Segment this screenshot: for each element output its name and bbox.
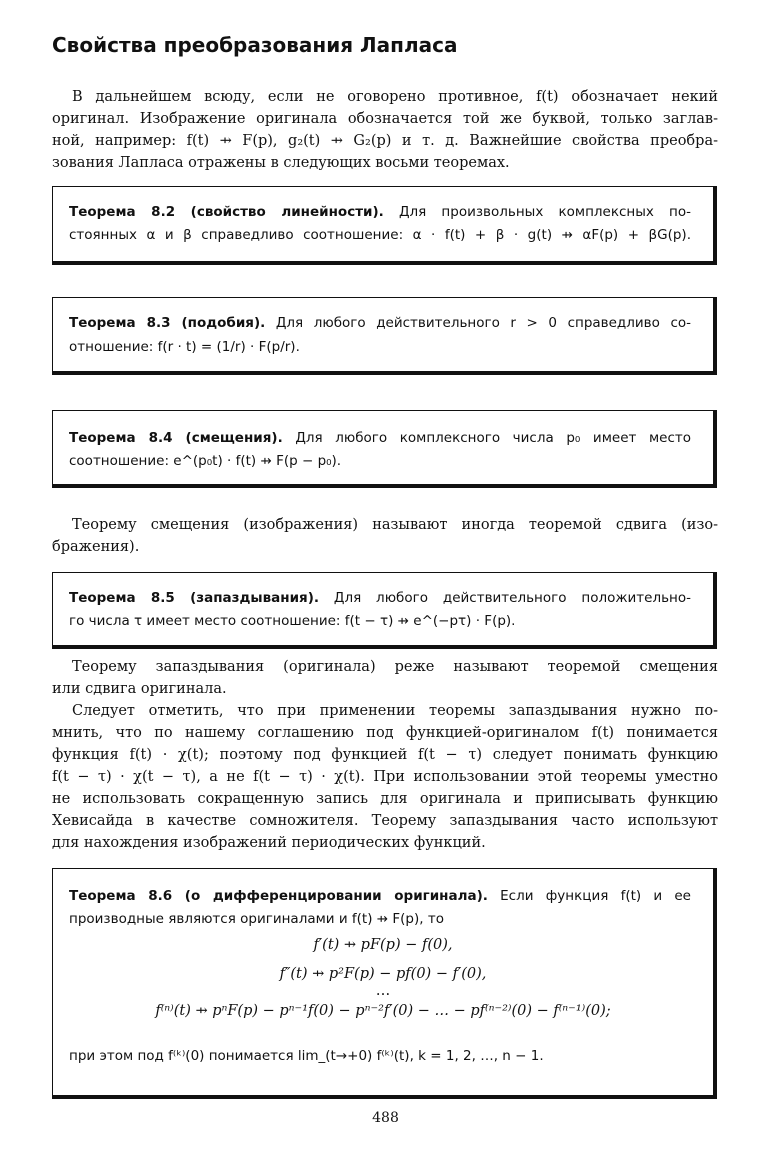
formula-ellipsis: … [375, 983, 391, 999]
intro-line: ной, например: f(t) ⇸ F(p), g₂(t) ⇸ G₂(p) и т. д. Важнейшие свойства преобра- [52, 133, 718, 149]
paragraph-line: для нахождения изображений периодических функций. [52, 835, 486, 851]
theorem-8-2 [52, 186, 717, 265]
theorem-text: стоянных α и β справедливо соотношение: α · f(t) + β · g(t) ⇸ αF(p) + βG(p). [69, 227, 691, 243]
theorem-heading: Теорема 8.3 (подобия). [69, 315, 266, 331]
page-number: 488 [372, 1110, 399, 1126]
theorem-text: при этом под f⁽ᵏ⁾(0) понимается lim_(t→+0) f⁽ᵏ⁾(t), k = 1, 2, …, n − 1. [69, 1048, 544, 1064]
formula: f⁽ⁿ⁾(t) ⇸ pⁿF(p) − pⁿ⁻¹f(0) − pⁿ⁻²f′(0) − … − pf⁽ⁿ⁻²⁾(0) − f⁽ⁿ⁻¹⁾(0); [155, 1003, 611, 1019]
theorem-text: соотношение: e^(p₀t) · f(t) ⇸ F(p − p₀). [69, 453, 342, 469]
theorem-text: производные являются оригиналами и f(t) ⇸ F(p), то [69, 911, 444, 927]
theorem-heading: Теорема 8.4 (смещения). [69, 430, 283, 446]
paragraph-line: мнить, что по нашему соглашению под функцией-оригиналом f(t) понимается [52, 725, 718, 741]
paragraph-line: или сдвига оригинала. [52, 681, 227, 697]
intro-line: оригинал. Изображение оригинала обозначается той же буквой, только заглав- [52, 111, 718, 127]
theorem-text: Для любого комплексного числа p₀ имеет место [295, 430, 691, 446]
paragraph-line: Хевисайда в качестве сомножителя. Теорему запаздывания часто используют [52, 813, 718, 829]
paragraph-line: функция f(t) · χ(t); поэтому под функцией f(t − τ) следует понимать функцию [52, 747, 718, 763]
theorem-text: Для любого действительного r > 0 справедливо со- [275, 315, 691, 331]
paragraph-line: бражения). [52, 539, 140, 555]
theorem-text: го числа τ имеет место соотношение: f(t − τ) ⇸ e^(−pτ) · F(p). [69, 613, 516, 629]
theorem-text: Для произвольных комплексных по- [398, 204, 691, 220]
theorem-heading: Теорема 8.6 (о дифференцировании оригинала). [69, 888, 488, 904]
theorem-text: отношение: f(r · t) = (1/r) · F(p/r). [69, 339, 300, 355]
paragraph-line: Теорему запаздывания (оригинала) реже называют теоремой смещения [72, 659, 718, 675]
theorem-text: Если функция f(t) и ее [500, 888, 691, 904]
theorem-8-4 [52, 410, 717, 488]
paragraph-line: f(t − τ) · χ(t − τ), а не f(t − τ) · χ(t). При использовании этой теоремы уместно [52, 769, 718, 785]
theorem-text: Для любого действительного положительно- [333, 590, 691, 606]
paragraph-line: не использовать сокращенную запись для оригинала и приписывать функцию [52, 791, 718, 807]
section-title: Свойства преобразования Лапласа [52, 33, 458, 57]
theorem-heading: Теорема 8.2 (свойство линейности). [69, 204, 384, 220]
paragraph-line: Теорему смещения (изображения) называют иногда теоремой сдвига (изо- [72, 517, 718, 533]
paragraph-line: Следует отметить, что при применении теоремы запаздывания нужно по- [72, 703, 718, 719]
formula: f″(t) ⇸ p²F(p) − pf(0) − f′(0), [279, 966, 487, 982]
intro-line: зования Лапласа отражены в следующих восьми теоремах. [52, 155, 510, 171]
theorem-heading: Теорема 8.5 (запаздывания). [69, 590, 320, 606]
theorem-8-5 [52, 572, 717, 649]
theorem-8-6 [52, 868, 717, 1099]
intro-line: В дальнейшем всюду, если не оговорено противное, f(t) обозначает некий [72, 89, 718, 105]
theorem-8-3 [52, 297, 717, 375]
formula: f′(t) ⇸ pF(p) − f(0), [313, 937, 453, 953]
